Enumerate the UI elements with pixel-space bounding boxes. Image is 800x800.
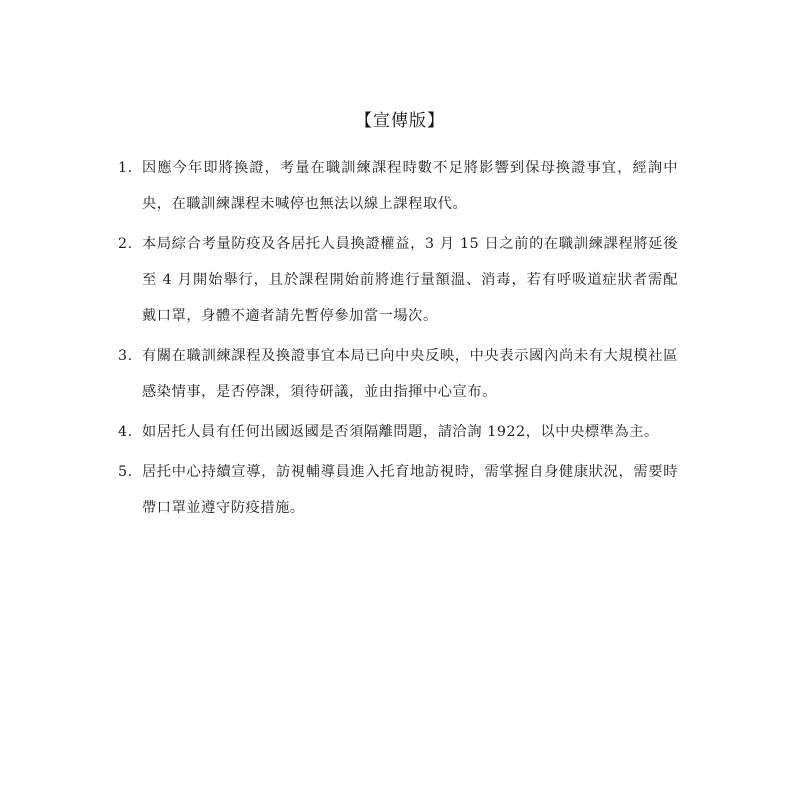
document-title: 【宣傳版】 xyxy=(355,111,445,131)
item-text: 本局綜合考量防疫及各居托人員換證權益，3 月 15 日之前的在職訓練課程將延後至 4 月開始舉行，且於課程開始前將進行量額溫、消毒，若有呼吸道症狀者需配戴口罩，身體不適者請先暫停參加當一場次。 xyxy=(142,236,678,324)
list-item xyxy=(118,150,678,222)
item-text: 如居托人員有任何出國返國是否須隔離問題，請洽詢 1922，以中央標準為主。 xyxy=(142,424,659,440)
item-number: 3. xyxy=(118,348,133,364)
item-text: 居托中心持續宣導，訪視輔導員進入托育地訪視時，需掌握自身健康狀況，需要時帶口罩並遵守防疫措施。 xyxy=(142,464,678,516)
list-item xyxy=(118,454,678,526)
item-number: 5. xyxy=(118,464,133,480)
item-text: 因應今年即將換證，考量在職訓練課程時數不足將影響到保母換證事宜，經詢中央，在職訓練課程未喊停也無法以線上課程取代。 xyxy=(142,160,678,212)
notice-list xyxy=(118,150,678,530)
item-text: 有關在職訓練課程及換證事宜本局已向中央反映，中央表示國內尚未有大規模社區感染情事，是否停課，須待研議，並由指揮中心宣布。 xyxy=(142,348,678,400)
item-number: 2. xyxy=(118,236,133,252)
item-number: 4. xyxy=(118,424,133,440)
list-item xyxy=(118,338,678,410)
list-item xyxy=(118,414,678,450)
item-number: 1. xyxy=(118,160,133,176)
list-item xyxy=(118,226,678,334)
